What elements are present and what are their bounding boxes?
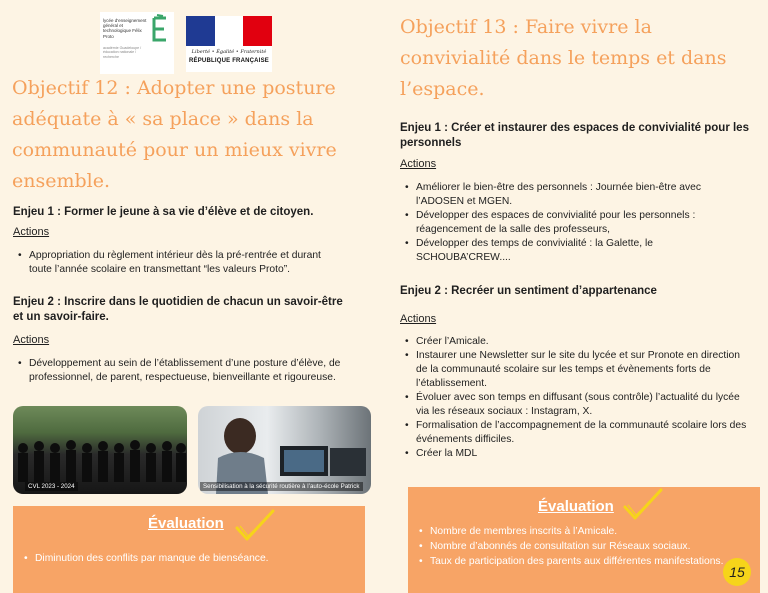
right-actions-2-list [400, 335, 750, 461]
list-item: • Développement au sein de l’établissement d’une posture d’élève, de professionnel, de parent, respectueuse, bienveillante et rigoureuse. [13, 357, 343, 385]
right-enjeu-1: Enjeu 1 : Créer et instaurer des espaces de convivialité pour les personnels [400, 122, 749, 149]
list-item: • Formalisation de l’accompagnement de la communauté scolaire lors des événements difficiles. [400, 419, 750, 447]
right-evaluation-box [408, 487, 760, 593]
checkmark-icon [623, 487, 663, 521]
list-item: • Appropriation du règlement intérieur dès la pré-rentrée et durant toute l’année scolaire en transmettant “les valeurs Proto”. [13, 249, 345, 277]
right-actions-1-list [400, 181, 750, 265]
objective-12-title: Objectif 12 : Adopter une posture adéquate à « sa place » dans la communauté pour un mieux vivre ensemble. [12, 77, 337, 192]
right-actions-1-label: Actions [400, 158, 437, 170]
list-item: • Évoluer avec son temps en diffusant (sous contrôle) l’actualité du lycée via les réseaux sociaux : Instagram, X. [400, 391, 750, 419]
cvl-group-photo [13, 406, 187, 494]
left-actions-1-label: Actions [13, 226, 50, 238]
left-actions-1-list [13, 249, 345, 277]
lycee-logo: lycée d'enseignement général et technologique Félix Proto académie Guadeloupe / éducation nationale / recherche [100, 12, 174, 74]
right-actions-2-label: Actions [400, 313, 437, 325]
list-item: • Améliorer le bien-être des personnels : Journée bien-être avec l’ADOSEN et MGEN. [400, 181, 750, 209]
republique-francaise-logo: Liberté • Égalité • Fraternité RÉPUBLIQUE FRANÇAISE [186, 16, 272, 72]
list-item: • Diminution des conflits par manque de bienséance. [19, 551, 349, 566]
list-item: • Taux de participation des parents aux différentes manifestations. [414, 554, 744, 569]
list-item: • Nombre de membres inscrits à l’Amicale. [414, 524, 744, 539]
list-item: • Instaurer une Newsletter sur le site du lycée et sur Pronote en direction de la communauté scolaire sur les temps et évènements forts de l’établissement. [400, 349, 750, 391]
right-evaluation-list [414, 524, 744, 569]
page-number-badge: 15 [723, 558, 751, 586]
left-evaluation-box [13, 506, 365, 593]
left-actions-2-label: Actions [13, 334, 50, 346]
driving-simulator-icon [198, 406, 371, 494]
list-item: • Développer des espaces de convivialité pour les personnels : réagencement de la salle des professeurs, [400, 209, 750, 237]
objective-13-title: Objectif 13 : Faire vivre la convivialité dans le temps et dans l’espace. [400, 16, 727, 100]
people-silhouettes-icon [13, 438, 187, 482]
french-flag-icon [186, 16, 272, 46]
list-item: • Développer des temps de convivialité : la Galette, le SCHOUBA’CREW.... [400, 237, 750, 265]
left-enjeu-1: Enjeu 1 : Former le jeune à sa vie d’élève et de citoyen. [13, 206, 314, 218]
left-evaluation-list [19, 551, 349, 566]
right-enjeu-2: Enjeu 2 : Recréer un sentiment d’appartenance [400, 285, 657, 297]
e-logo-icon [150, 14, 172, 44]
list-item: • Créer l’Amicale. [400, 335, 750, 349]
right-evaluation-title: Évaluation [538, 498, 614, 515]
left-evaluation-title: Évaluation [148, 515, 224, 532]
logos-area [100, 12, 280, 74]
photo2-caption: Sensibilisation à la sécurité routière à l’auto-école Patrick [200, 482, 363, 491]
left-enjeu-2: Enjeu 2 : Inscrire dans le quotidien de chacun un savoir-être et un savoir-faire. [13, 296, 343, 323]
list-item: • Nombre d’abonnés de consultation sur Réseaux sociaux. [414, 539, 744, 554]
checkmark-icon [235, 508, 275, 542]
road-safety-photo [198, 406, 371, 494]
list-item: • Créer la MDL [400, 447, 750, 461]
photo1-caption: CVL 2023 - 2024 [25, 482, 78, 491]
left-actions-2-list [13, 357, 343, 385]
